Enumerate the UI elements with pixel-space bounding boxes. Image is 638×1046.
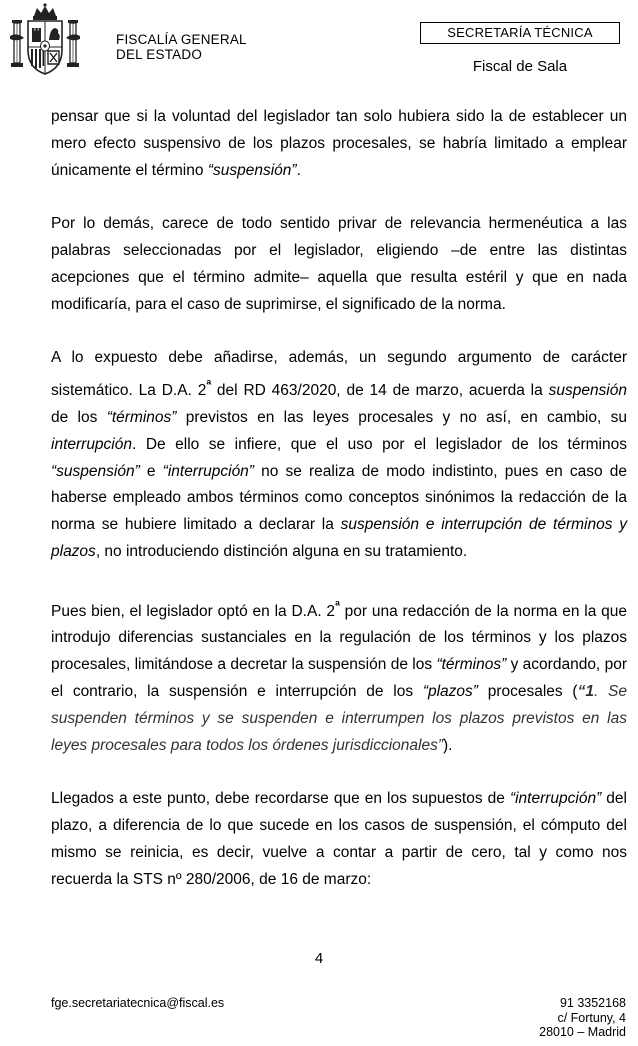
footer-street: c/ Fortuny, 4: [557, 1010, 626, 1025]
text-span: pensar que si la voluntad del legislador tan solo hubiera sido la de establecer un mero efecto suspensivo de los plazos procesales, se habría limitado a emplear únicamente el término: [51, 108, 627, 179]
italic-term: “términos”: [106, 408, 177, 426]
superscript: ª: [335, 597, 340, 613]
text-span: , no introduciendo distinción alguna en su tratamiento.: [95, 542, 468, 560]
italic-term: suspensión e interrupción de términos y plazos: [51, 516, 628, 560]
coat-of-arms-emblem: [6, 2, 84, 78]
organization-name-line2: DEL ESTADO: [116, 47, 203, 62]
paragraph-2: Por lo demás, carece de todo sentido privar de relevancia hermenéutica a las palabras seleccionadas por el legislador, eligiendo –de entre las distintas acepciones que el término admite– aquella que resulta estéril y que en nada modificaría, para el caso de suprimirse, el significado de la norma.: [51, 215, 627, 313]
italic-term: “plazos”: [422, 683, 478, 701]
text-span: de los: [51, 408, 107, 426]
text-span: A lo expuesto debe añadirse, además, un segundo argumento de carácter sistemático. La D.A. 2: [51, 349, 627, 400]
italic-term: “interrupción”: [509, 790, 602, 808]
italic-term: “interrupción”: [162, 462, 254, 480]
text-span: y acordando, por el contrario, la suspensión e interrupción de los: [51, 656, 627, 701]
text-span: del RD 463/2020, de 14 de marzo, acuerda la: [211, 382, 549, 400]
text-span: Pues bien, el legislador optó en la D.A. 2: [51, 602, 336, 620]
quoted-article-number: “1: [577, 683, 594, 701]
page-number: 4: [314, 950, 324, 967]
footer-city: 28010 – Madrid: [539, 1025, 626, 1039]
text-span: Llegados a este punto, debe recordarse que en los supuestos de: [51, 790, 510, 808]
italic-term: “términos”: [436, 656, 507, 674]
paragraph-3: [51, 345, 627, 566]
text-span: . De ello se infiere, que el uso por el legislador de los términos: [132, 435, 627, 453]
department-box: SECRETARÍA TÉCNICA: [420, 22, 620, 44]
organization-name: [116, 32, 247, 62]
italic-term: interrupción: [51, 435, 132, 453]
italic-term: “suspensión”: [207, 161, 297, 179]
organization-name-line1: FISCALÍA GENERAL: [116, 32, 247, 47]
italic-term: suspensión: [548, 382, 627, 400]
text-span: no se realiza de modo indistinto, pues en caso de haberse empleado ambos términos como conceptos sinónimos la redacción de la norma se hubiere limitado a declarar la: [51, 462, 627, 534]
paragraph-5: [51, 786, 627, 893]
text-span: previstos en las leyes procesales y no así, en cambio, su: [176, 408, 627, 426]
superscript: ª: [206, 376, 212, 392]
text-span: ).: [443, 736, 453, 754]
document-body: [51, 104, 627, 920]
text-span: procesales (: [477, 683, 578, 701]
text-span: .: [296, 161, 301, 179]
footer-address: [539, 996, 626, 1040]
italic-term: “suspensión”: [51, 462, 140, 480]
text-span: e: [139, 462, 163, 480]
text-span: por una redacción de la norma en la que introdujo diferencias sustanciales en la regulación de los términos y los plazos procesales, limitándose a decretar la suspensión de los: [51, 602, 627, 674]
paragraph-1: [51, 104, 627, 184]
quoted-article-text: . Se suspenden términos y se suspenden e interrumpen los plazos previstos en las leyes procesales para todos los órdenes jurisdiccionales”: [51, 683, 627, 754]
sub-department-label: Fiscal de Sala: [472, 58, 568, 75]
footer-phone: 91 3352168: [559, 996, 626, 1010]
footer-email: fge.secretariatecnica@fiscal.es: [51, 996, 225, 1010]
paragraph-4: [51, 593, 627, 760]
text-span: del plazo, a diferencia de lo que sucede en los casos de suspensión, el cómputo del mismo se reinicia, es decir, vuelve a contar a partir de cero, tal y como nos recuerda la STS nº 280/2006, de 16 de marzo:: [51, 790, 627, 888]
